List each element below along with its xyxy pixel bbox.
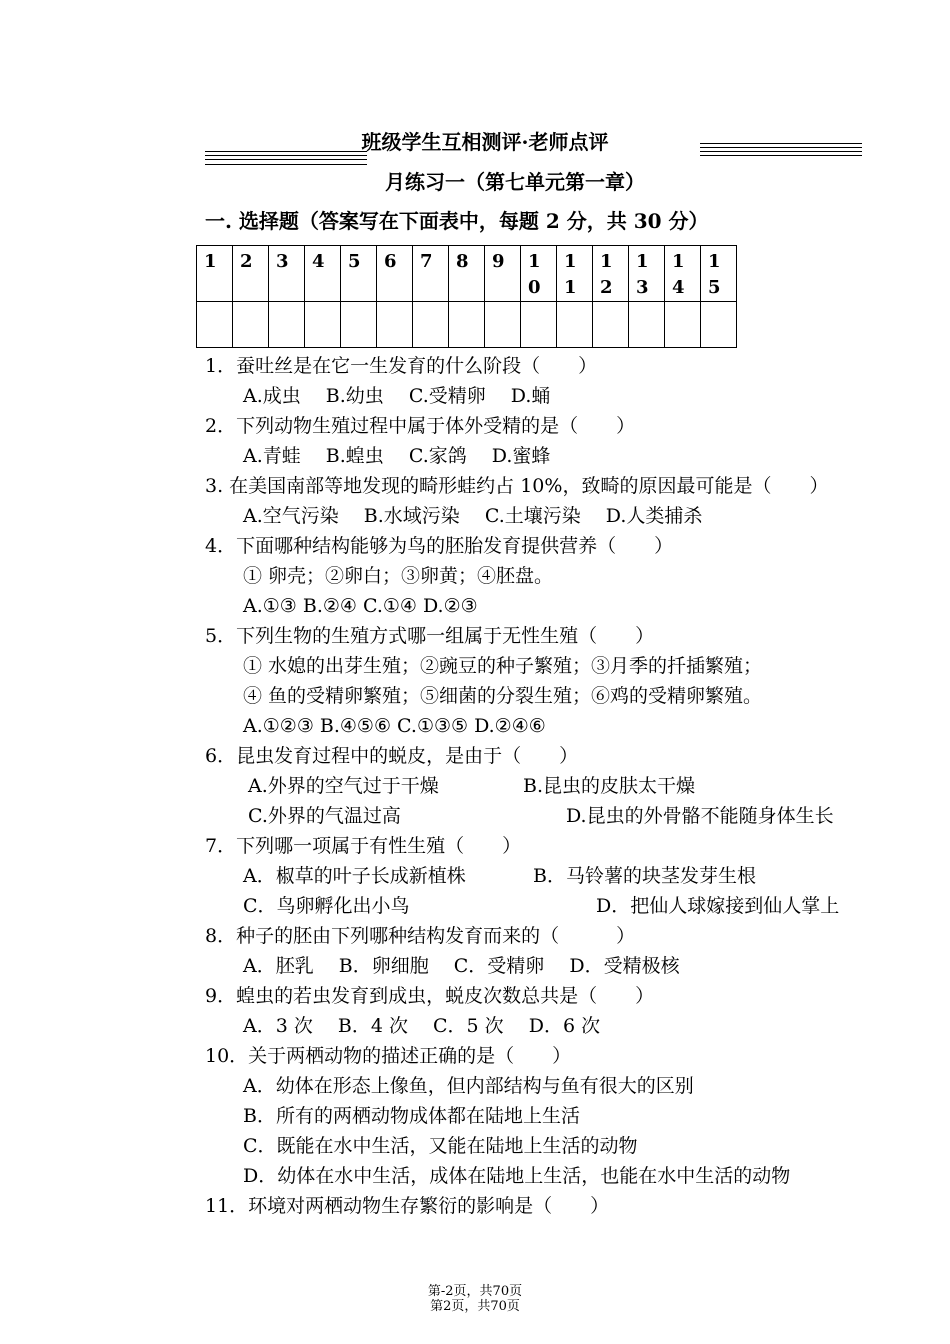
answer-number: 5: [341, 246, 377, 302]
answer-number: 1 0: [521, 246, 557, 302]
answer-cell[interactable]: [521, 302, 557, 348]
question-7-option-b: B．马铃薯的块茎发芽生根: [533, 865, 756, 887]
question-8-options: A．胚乳 B．卵细胞 C．受精卵 D．受精极核: [243, 955, 680, 977]
question-5-options: A.①②③ B.④⑤⑥ C.①③⑤ D.②④⑥: [243, 715, 546, 737]
question-5-stem: 5．下列生物的生殖方式哪一组属于无性生殖（ ）: [205, 625, 655, 647]
answer-number: 7: [413, 246, 449, 302]
answer-cell[interactable]: [269, 302, 305, 348]
answer-table-header-row: [197, 246, 737, 302]
answer-number: 8: [449, 246, 485, 302]
answer-number: 1: [197, 246, 233, 302]
question-3-options: A.空气污染 B.水域污染 C.土壤污染 D.人类捕杀: [243, 505, 703, 527]
answer-number: 2: [233, 246, 269, 302]
question-6-option-c: C.外界的气温过高: [248, 805, 401, 827]
question-6-stem: 6．昆虫发育过程中的蜕皮，是由于（ ）: [205, 745, 579, 767]
question-6-option-d: D.昆虫的外骨骼不能随身体生长: [566, 805, 834, 827]
question-10-option-c: C．既能在水中生活，又能在陆地上生活的动物: [243, 1135, 638, 1157]
question-7-stem: 7．下列哪一项属于有性生殖（ ）: [205, 835, 522, 857]
question-6-option-a: A.外界的空气过于干燥: [248, 775, 439, 797]
question-7-option-d: D．把仙人球嫁接到仙人掌上: [596, 895, 840, 917]
answer-number: 9: [485, 246, 521, 302]
answer-cell[interactable]: [557, 302, 593, 348]
page-number-footer-2: 第2页，共70页: [430, 1299, 520, 1314]
question-4-items: ① 卵壳；②卵白；③卵黄；④胚盘。: [243, 565, 554, 587]
question-8-stem: 8．种子的胚由下列哪种结构发育而来的（ ）: [205, 925, 636, 947]
answer-table: [196, 245, 737, 348]
answer-table-blank-row: [197, 302, 737, 348]
question-3-stem: 3. 在美国南部等地发现的畸形蛙约占 10%，致畸的原因最可能是（ ）: [205, 475, 829, 497]
answer-cell[interactable]: [413, 302, 449, 348]
question-1-options: A.成虫 B.幼虫 C.受精卵 D.蛹: [243, 385, 551, 407]
question-9-options: A．3 次 B．4 次 C．5 次 D．6 次: [243, 1015, 601, 1037]
sub-title: 月练习一（第七单元第一章）: [385, 170, 645, 194]
answer-cell[interactable]: [305, 302, 341, 348]
page-number-footer-1: 第-2页，共70页: [427, 1284, 523, 1299]
question-4-options: A.①③ B.②④ C.①④ D.②③: [243, 595, 478, 617]
answer-number: 1 2: [593, 246, 629, 302]
answer-number: 6: [377, 246, 413, 302]
question-10-option-a: A．幼体在形态上像鱼，但内部结构与鱼有很大的区别: [243, 1075, 694, 1097]
question-5-items-1: ① 水媳的出芽生殖；②豌豆的种子繁殖；③月季的扦插繁殖；: [243, 655, 763, 677]
top-title: 班级学生互相测评·老师点评: [361, 130, 609, 154]
answer-cell[interactable]: [341, 302, 377, 348]
answer-cell[interactable]: [701, 302, 737, 348]
answer-cell[interactable]: [629, 302, 665, 348]
answer-number: 1 1: [557, 246, 593, 302]
answer-cell[interactable]: [665, 302, 701, 348]
question-11-stem: 11．环境对两栖动物生存繁衍的影响是（ ）: [205, 1195, 610, 1217]
answer-number: 3: [269, 246, 305, 302]
answer-cell[interactable]: [197, 302, 233, 348]
answer-number: 4: [305, 246, 341, 302]
question-10-option-b: B．所有的两栖动物成体都在陆地上生活: [243, 1105, 580, 1127]
question-10-option-d: D．幼体在水中生活，成体在陆地上生活，也能在水中生活的动物: [243, 1165, 791, 1187]
answer-number: 1 5: [701, 246, 737, 302]
answer-cell[interactable]: [233, 302, 269, 348]
question-9-stem: 9．蝗虫的若虫发育到成虫，蜕皮次数总共是（ ）: [205, 985, 655, 1007]
answer-number: 1 4: [665, 246, 701, 302]
question-7-option-a: A．椒草的叶子长成新植株: [243, 865, 466, 887]
question-2-stem: 2．下列动物生殖过程中属于体外受精的是（ ）: [205, 415, 636, 437]
answer-cell[interactable]: [377, 302, 413, 348]
question-4-stem: 4．下面哪种结构能够为鸟的胚胎发育提供营养（ ）: [205, 535, 674, 557]
answer-cell[interactable]: [485, 302, 521, 348]
question-10-stem: 10．关于两栖动物的描述正确的是（ ）: [205, 1045, 572, 1067]
question-1-stem: 1．蚕吐丝是在它一生发育的什么阶段（ ）: [205, 355, 598, 377]
question-5-items-2: ④ 鱼的受精卵繁殖；⑤细菌的分裂生殖；⑥鸡的受精卵繁殖。: [243, 685, 763, 707]
question-2-options: A.青蛙 B.蝗虫 C.家鸽 D.蜜蜂: [243, 445, 551, 467]
answer-cell[interactable]: [449, 302, 485, 348]
question-6-option-b: B.昆虫的皮肤太干燥: [523, 775, 696, 797]
answer-cell[interactable]: [593, 302, 629, 348]
section-heading: 一. 选择题（答案写在下面表中，每题 2 分，共 30 分）: [205, 209, 709, 233]
answer-number: 1 3: [629, 246, 665, 302]
question-7-option-c: C．鸟卵孵化出小鸟: [243, 895, 410, 917]
